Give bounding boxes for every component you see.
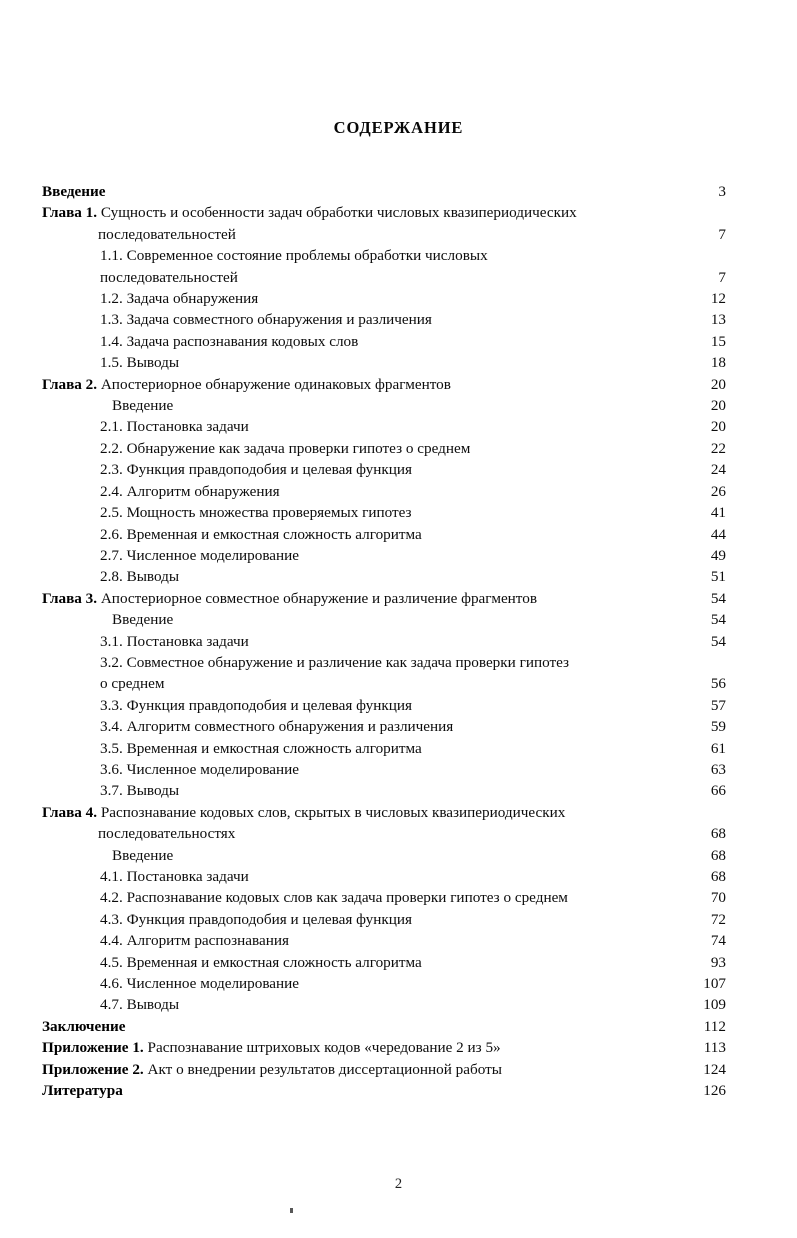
toc-entry-page-number: 112 — [703, 1017, 726, 1035]
toc-entry-page-number: 107 — [703, 975, 726, 993]
toc-entry[interactable] — [42, 181, 726, 202]
toc-entry-line — [42, 374, 726, 395]
toc-entry[interactable] — [42, 1037, 726, 1058]
toc-entry-line-continued — [42, 823, 726, 844]
toc-entry-line — [42, 502, 726, 523]
toc-entry-text — [42, 395, 726, 416]
toc-entry-text — [42, 930, 726, 951]
toc-entry-title: Распознавание штриховых кодов «чередование 2 из 5» — [143, 1039, 501, 1057]
toc-entry-text — [42, 802, 726, 845]
toc-entry[interactable] — [42, 1080, 726, 1101]
toc-entry-text — [42, 609, 726, 630]
toc-entry[interactable] — [42, 652, 726, 695]
toc-entry-title: 1.3. Задача совместного обнаружения и различения — [100, 311, 432, 329]
folio-page-number: 2 — [394, 1176, 403, 1192]
toc-entry[interactable] — [42, 374, 726, 395]
toc-entry-text — [42, 481, 726, 502]
toc-entry-text — [42, 545, 726, 566]
toc-entry-text — [42, 309, 726, 330]
toc-entry-line — [42, 438, 726, 459]
toc-entry-line — [42, 652, 654, 673]
toc-entry-line — [42, 352, 726, 373]
toc-entry-line — [42, 309, 726, 330]
toc-entry-title: 4.1. Постановка задачи — [100, 868, 249, 885]
toc-entry-text — [42, 459, 726, 480]
toc-entry-title: 2.2. Обнаружение как задача проверки гипотез о среднем — [100, 439, 471, 457]
toc-entry-page-number: 59 — [710, 718, 726, 736]
toc-entry-text — [42, 845, 726, 866]
toc-entry-page-number: 7 — [718, 225, 726, 243]
toc-entry-title: 1.4. Задача распознавания кодовых слов — [100, 332, 359, 350]
toc-entry-lead: Глава 1. — [42, 204, 98, 222]
toc-entry-title: 3.4. Алгоритм совместного обнаружения и различения — [100, 718, 454, 736]
toc-entry-page-number: 49 — [710, 546, 726, 564]
toc-entry-text — [42, 588, 726, 609]
toc-entry-title: 2.8. Выводы — [100, 568, 180, 586]
toc-entry-text — [42, 1037, 726, 1058]
toc-entry[interactable] — [42, 1059, 726, 1080]
toc-entry-line — [42, 202, 654, 223]
toc-entry[interactable] — [42, 952, 726, 973]
toc-entry-title: 2.7. Численное моделирование — [100, 546, 300, 564]
toc-entry-page-number: 68 — [710, 825, 726, 843]
toc-entry[interactable] — [42, 502, 726, 523]
toc-entry[interactable] — [42, 524, 726, 545]
toc-entry-line — [42, 930, 726, 951]
toc-entry-page-number: 20 — [710, 397, 726, 415]
toc-entry-title: 4.5. Временная и емкостная сложность алгоритма — [100, 953, 422, 971]
toc-entry-title: 2.3. Функция правдоподобия и целевая функция — [100, 461, 412, 479]
toc-entry-title: 2.6. Временная и емкостная сложность алгоритма — [100, 525, 422, 543]
toc-entry-page-number: 93 — [710, 953, 726, 971]
toc-entry[interactable] — [42, 309, 726, 330]
toc-entry-line — [42, 952, 726, 973]
toc-entry-title: 4.2. Распознавание кодовых слов как задача проверки гипотез о среднем — [100, 889, 568, 907]
toc-entry-text — [42, 416, 726, 437]
toc-entry-page-number: 126 — [703, 1082, 726, 1100]
toc-entry[interactable] — [42, 909, 726, 930]
toc-entry-lead: Заключение — [42, 1017, 126, 1035]
toc-entry-page-number: 68 — [710, 846, 726, 864]
toc-entry-text — [42, 1059, 726, 1080]
toc-entry-line — [42, 780, 726, 801]
toc-entry[interactable] — [42, 759, 726, 780]
toc-entry-title: 2.1. Постановка задачи — [100, 418, 249, 436]
toc-entry-page-number: 12 — [710, 290, 726, 308]
toc-entry-page-number: 68 — [710, 868, 726, 885]
toc-entry-title: Введение — [112, 611, 174, 629]
toc-entry[interactable] — [42, 802, 726, 845]
toc-entry-text — [42, 288, 726, 309]
toc-entry-line — [42, 1059, 726, 1080]
toc-entry-text — [42, 652, 726, 695]
toc-entry-text — [42, 759, 726, 780]
toc-entry[interactable] — [42, 395, 726, 416]
toc-entry[interactable] — [42, 866, 726, 887]
toc-entry-text — [42, 202, 726, 245]
toc-entry-title: 4.7. Выводы — [100, 996, 180, 1014]
table-of-contents — [42, 181, 726, 1101]
toc-entry-page-number: 7 — [718, 268, 726, 286]
toc-entry-page-number: 24 — [710, 461, 726, 479]
toc-entry-title-continued: последовательностей — [98, 225, 236, 243]
toc-entry-text — [42, 695, 726, 716]
toc-entry-text — [42, 352, 726, 373]
toc-entry-line — [42, 994, 726, 1015]
toc-entry-title: 2.4. Алгоритм обнаружения — [100, 482, 280, 500]
toc-entry-line — [42, 759, 726, 780]
toc-entry-line — [42, 631, 726, 652]
toc-entry[interactable] — [42, 631, 726, 652]
toc-entry-line — [42, 887, 726, 908]
toc-entry-text — [42, 994, 726, 1015]
toc-entry-page-number: 15 — [710, 332, 726, 350]
toc-entry-title: 1.2. Задача обнаружения — [100, 290, 259, 308]
toc-entry[interactable] — [42, 887, 726, 908]
toc-entry-title: Апостериорное обнаружение одинаковых фрагментов — [97, 375, 451, 393]
toc-entry-line — [42, 609, 726, 630]
toc-entry-page-number: 3 — [718, 183, 726, 200]
toc-entry-text — [42, 780, 726, 801]
toc-entry-page-number: 57 — [710, 696, 726, 714]
toc-entry[interactable] — [42, 695, 726, 716]
toc-entry-lead: Глава 4. — [42, 803, 98, 821]
toc-entry[interactable] — [42, 545, 726, 566]
toc-entry-page-number: 22 — [710, 439, 726, 457]
toc-entry-title: 4.3. Функция правдоподобия и целевая функция — [100, 910, 412, 928]
toc-entry-title: Апостериорное совместное обнаружение и различение фрагментов — [97, 589, 538, 607]
toc-entry[interactable] — [42, 930, 726, 951]
toc-entry-line — [42, 245, 654, 266]
toc-entry-line — [42, 845, 726, 866]
toc-entry-title: Акт о внедрении результатов диссертационной работы — [143, 1060, 502, 1078]
toc-entry-title-continued: последовательностях — [98, 825, 236, 843]
toc-entry-text — [42, 331, 726, 352]
page-title: СОДЕРЖАНИЕ — [333, 118, 464, 137]
toc-entry-text — [42, 1080, 726, 1101]
toc-entry-title: 3.1. Постановка задачи — [100, 632, 249, 650]
toc-entry-title: 1.5. Выводы — [100, 354, 180, 372]
toc-entry-text — [42, 181, 726, 202]
toc-entry-title: Сущность и особенности задач обработки числовых квазипериодических — [97, 204, 577, 222]
toc-entry-page-number: 18 — [710, 354, 726, 372]
toc-entry-lead: Приложение 1. — [42, 1039, 144, 1057]
toc-entry-line — [42, 395, 726, 416]
toc-entry[interactable] — [42, 973, 726, 994]
toc-entry-line — [42, 716, 726, 737]
toc-entry-title: 3.3. Функция правдоподобия и целевая функция — [100, 696, 412, 714]
toc-entry-line — [42, 545, 726, 566]
toc-entry-title: 3.5. Временная и емкостная сложность алгоритма — [100, 739, 422, 757]
toc-entry[interactable] — [42, 780, 726, 801]
toc-entry[interactable] — [42, 609, 726, 630]
toc-entry-line — [42, 459, 726, 480]
toc-entry-line — [42, 909, 726, 930]
toc-entry-text — [42, 866, 726, 887]
toc-entry-title: 4.6. Численное моделирование — [100, 975, 300, 993]
toc-entry[interactable] — [42, 245, 726, 288]
toc-entry-title: Распознавание кодовых слов, скрытых в числовых квазипериодических — [97, 803, 566, 821]
toc-entry-page-number: 66 — [710, 782, 726, 800]
toc-entry-title: 4.4. Алгоритм распознавания — [100, 932, 289, 950]
toc-entry-line — [42, 288, 726, 309]
toc-entry-text — [42, 502, 726, 523]
toc-entry[interactable] — [42, 416, 726, 437]
toc-entry[interactable] — [42, 459, 726, 480]
toc-entry-page-number: 44 — [710, 525, 726, 543]
toc-entry-title: 3.6. Численное моделирование — [100, 760, 300, 778]
toc-entry[interactable] — [42, 202, 726, 245]
toc-entry-page-number: 56 — [710, 675, 726, 693]
toc-entry-page-number: 72 — [710, 910, 726, 928]
toc-entry-page-number: 109 — [703, 996, 726, 1014]
toc-entry[interactable] — [42, 716, 726, 737]
toc-entry-line — [42, 738, 726, 759]
scan-artifact-speck — [290, 1208, 293, 1213]
toc-entry-title: 3.7. Выводы — [100, 782, 180, 800]
toc-entry-title: 3.2. Совместное обнаружение и различение как задача проверки гипотез — [100, 653, 570, 671]
toc-entry-line — [42, 481, 726, 502]
toc-entry-text — [42, 438, 726, 459]
toc-entry-page-number: 51 — [710, 568, 726, 586]
toc-entry[interactable] — [42, 845, 726, 866]
toc-entry[interactable] — [42, 288, 726, 309]
toc-entry-text — [42, 973, 726, 994]
toc-entry[interactable] — [42, 481, 726, 502]
toc-entry-page-number: 54 — [710, 611, 726, 629]
toc-entry-line — [42, 1016, 726, 1037]
toc-entry-page-number: 54 — [710, 589, 726, 607]
toc-entry-text — [42, 909, 726, 930]
toc-entry-line — [42, 802, 654, 823]
toc-entry-title: 2.5. Мощность множества проверяемых гипотез — [100, 504, 412, 522]
toc-entry-line — [42, 331, 726, 352]
toc-entry-line — [42, 524, 726, 545]
toc-entry-text — [42, 887, 726, 908]
toc-entry[interactable] — [42, 738, 726, 759]
toc-entry-line-continued — [42, 267, 726, 288]
toc-entry-page-number: 54 — [710, 632, 726, 650]
toc-entry[interactable] — [42, 438, 726, 459]
toc-entry-lead: Приложение 2. — [42, 1060, 144, 1078]
toc-entry-line-continued — [42, 673, 726, 694]
toc-entry-lead: Глава 2. — [42, 375, 98, 393]
toc-entry-page-number: 20 — [710, 375, 726, 393]
toc-entry-title-continued: последовательностей — [100, 268, 238, 286]
toc-entry-line — [42, 181, 726, 202]
toc-entry-lead: Глава 3. — [42, 589, 98, 607]
toc-entry-line — [42, 588, 726, 609]
toc-entry-page-number: 26 — [710, 482, 726, 500]
toc-entry-title-continued: о среднем — [100, 675, 165, 693]
toc-entry-page-number: 41 — [710, 504, 726, 522]
toc-entry-text — [42, 631, 726, 652]
toc-entry-text — [42, 952, 726, 973]
toc-entry-line — [42, 866, 726, 887]
toc-entry-line — [42, 1080, 726, 1101]
toc-entry-lead: Введение — [42, 183, 106, 200]
toc-entry-text — [42, 245, 726, 288]
toc-entry-line — [42, 416, 726, 437]
toc-entry[interactable] — [42, 331, 726, 352]
toc-entry-page-number: 13 — [710, 311, 726, 329]
toc-entry-text — [42, 738, 726, 759]
toc-entry[interactable] — [42, 352, 726, 373]
toc-entry[interactable] — [42, 588, 726, 609]
toc-entry[interactable] — [42, 1016, 726, 1037]
toc-entry-page-number: 74 — [710, 932, 726, 950]
toc-entry-title: Введение — [112, 397, 174, 415]
toc-entry-text — [42, 374, 726, 395]
toc-entry-title: 1.1. Современное состояние проблемы обработки числовых — [100, 247, 488, 265]
toc-entry-page-number: 70 — [710, 889, 726, 907]
toc-entry-text — [42, 1016, 726, 1037]
toc-entry-text — [42, 566, 726, 587]
toc-entry-line — [42, 973, 726, 994]
toc-entry-text — [42, 716, 726, 737]
toc-entry-line — [42, 1037, 726, 1058]
toc-entry-page-number: 113 — [703, 1039, 726, 1057]
toc-entry-page-number: 124 — [703, 1060, 726, 1078]
toc-entry[interactable] — [42, 566, 726, 587]
toc-entry-lead: Литература — [42, 1082, 123, 1100]
toc-entry-line-continued — [42, 224, 726, 245]
toc-entry-page-number: 63 — [710, 760, 726, 778]
toc-entry-page-number: 20 — [710, 418, 726, 436]
toc-entry-line — [42, 695, 726, 716]
toc-entry[interactable] — [42, 994, 726, 1015]
toc-entry-text — [42, 524, 726, 545]
toc-entry-page-number: 61 — [710, 739, 726, 757]
toc-entry-title: Введение — [112, 846, 174, 864]
toc-entry-line — [42, 566, 726, 587]
